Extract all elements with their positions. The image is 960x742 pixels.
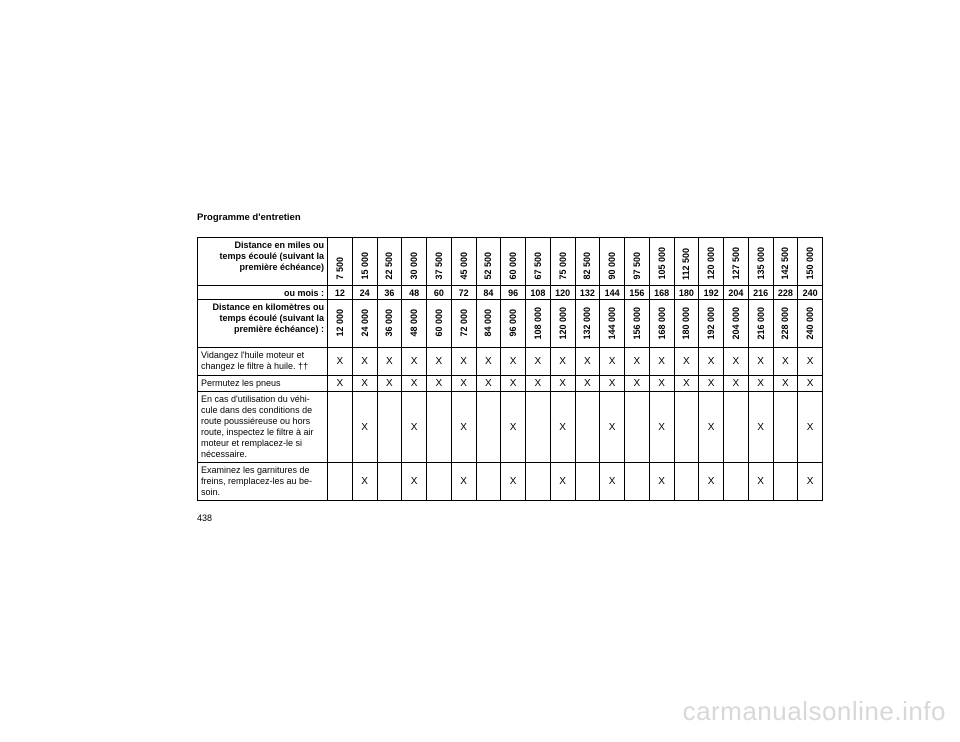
km-label-line: temps écoulé (suivant la [219, 313, 324, 323]
maintenance-schedule-table [197, 237, 823, 501]
km-interval-value: 96 000 [508, 309, 519, 337]
miles-interval-cell [427, 238, 452, 286]
months-interval-cell: 108 [526, 286, 551, 300]
km-interval-value: 60 000 [433, 309, 444, 337]
schedule-mark-cell: X [649, 392, 674, 463]
miles-interval-cell [600, 238, 625, 286]
miles-interval-value: 105 000 [656, 247, 667, 280]
schedule-mark-cell: X [427, 348, 452, 376]
schedule-mark-cell [674, 392, 699, 463]
schedule-mark-cell: X [773, 348, 798, 376]
km-interval-value: 168 000 [656, 306, 667, 340]
task-label-line: nécessaire. [201, 449, 248, 459]
months-interval-cell: 168 [649, 286, 674, 300]
miles-interval-value: 52 500 [483, 252, 494, 280]
schedule-mark-cell: X [575, 348, 600, 376]
miles-interval-value: 142 500 [780, 247, 791, 280]
miles-interval-value: 7 500 [334, 257, 345, 280]
schedule-mark-cell: X [402, 348, 427, 376]
km-interval-cell [377, 300, 402, 348]
schedule-mark-cell: X [352, 392, 377, 463]
miles-interval-value: 127 500 [730, 247, 741, 280]
schedule-mark-cell: X [402, 376, 427, 392]
schedule-mark-cell: X [649, 376, 674, 392]
miles-interval-value: 120 000 [706, 247, 717, 280]
miles-interval-value: 60 000 [508, 252, 519, 280]
task-label [198, 392, 328, 463]
km-interval-cell [798, 300, 823, 348]
page-number: 438 [197, 513, 213, 523]
miles-interval-cell [328, 238, 353, 286]
schedule-mark-cell: X [600, 376, 625, 392]
schedule-mark-cell: X [798, 463, 823, 501]
schedule-mark-cell [575, 463, 600, 501]
miles-interval-value: 90 000 [607, 252, 618, 280]
months-interval-cell: 144 [600, 286, 625, 300]
schedule-mark-cell: X [476, 348, 501, 376]
schedule-mark-cell: X [550, 392, 575, 463]
miles-interval-value: 30 000 [409, 252, 420, 280]
schedule-mark-cell: X [451, 463, 476, 501]
miles-interval-cell [352, 238, 377, 286]
schedule-mark-cell: X [724, 348, 749, 376]
miles-interval-cell [625, 238, 650, 286]
schedule-mark-cell [377, 392, 402, 463]
schedule-mark-cell [427, 392, 452, 463]
months-interval-cell: 96 [501, 286, 526, 300]
miles-interval-value: 67 500 [532, 252, 543, 280]
schedule-mark-cell: X [352, 376, 377, 392]
schedule-mark-cell [526, 392, 551, 463]
schedule-mark-cell: X [501, 463, 526, 501]
task-label [198, 376, 328, 392]
task-label-line: Vidangez l'huile moteur et [201, 350, 305, 360]
schedule-mark-cell: X [798, 392, 823, 463]
miles-interval-value: 15 000 [359, 252, 370, 280]
km-header-row [198, 300, 823, 348]
schedule-mark-cell [773, 463, 798, 501]
km-label-line: Distance en kilomètres ou [212, 302, 324, 312]
task-label-line: route, inspectez le filtre à air [201, 427, 314, 437]
km-interval-value: 192 000 [706, 306, 717, 340]
miles-interval-cell [773, 238, 798, 286]
miles-interval-value: 45 000 [458, 252, 469, 280]
schedule-mark-cell [476, 392, 501, 463]
km-interval-value: 72 000 [458, 309, 469, 337]
km-interval-cell [352, 300, 377, 348]
schedule-mark-cell [625, 463, 650, 501]
schedule-mark-cell [625, 392, 650, 463]
months-header-label: ou mois : [198, 286, 328, 300]
km-interval-cell [625, 300, 650, 348]
task-label-line: soin. [201, 487, 221, 497]
schedule-mark-cell: X [501, 392, 526, 463]
km-interval-cell [526, 300, 551, 348]
miles-interval-cell [451, 238, 476, 286]
km-interval-value: 48 000 [409, 309, 420, 337]
task-label-line: En cas d'utilisation du véhi- [201, 394, 310, 404]
schedule-mark-cell: X [674, 376, 699, 392]
schedule-mark-cell: X [625, 348, 650, 376]
miles-interval-value: 75 000 [557, 252, 568, 280]
schedule-mark-cell: X [625, 376, 650, 392]
schedule-mark-cell: X [748, 463, 773, 501]
schedule-mark-cell: X [501, 376, 526, 392]
watermark: carmanualsonline.info [682, 696, 946, 726]
months-interval-cell: 132 [575, 286, 600, 300]
task-label-line: moteur et remplacez-le si [201, 438, 303, 448]
schedule-mark-cell: X [550, 348, 575, 376]
months-interval-cell: 240 [798, 286, 823, 300]
miles-label-line: temps écoulé (suivant la [219, 251, 324, 261]
schedule-mark-cell: X [377, 348, 402, 376]
km-interval-cell [600, 300, 625, 348]
schedule-mark-cell [427, 463, 452, 501]
km-label-line: première échéance) : [233, 324, 324, 334]
schedule-mark-cell [526, 463, 551, 501]
task-label [198, 463, 328, 501]
schedule-mark-cell: X [377, 376, 402, 392]
miles-label-line: Distance en miles ou [234, 240, 324, 250]
schedule-mark-cell: X [699, 392, 724, 463]
months-interval-cell: 204 [724, 286, 749, 300]
schedule-mark-cell: X [748, 376, 773, 392]
schedule-mark-cell: X [352, 348, 377, 376]
miles-interval-cell [377, 238, 402, 286]
task-row-brake-inspection [198, 463, 823, 501]
schedule-mark-cell: X [600, 392, 625, 463]
section-title: Programme d'entretien [197, 212, 301, 223]
km-interval-cell [674, 300, 699, 348]
months-interval-cell: 84 [476, 286, 501, 300]
km-interval-cell [501, 300, 526, 348]
miles-interval-value: 150 000 [805, 247, 816, 280]
schedule-mark-cell: X [699, 376, 724, 392]
months-interval-cell: 36 [377, 286, 402, 300]
miles-interval-cell [526, 238, 551, 286]
task-row-oil-change [198, 348, 823, 376]
km-interval-cell [427, 300, 452, 348]
schedule-mark-cell: X [550, 376, 575, 392]
schedule-mark-cell: X [798, 348, 823, 376]
schedule-mark-cell: X [649, 348, 674, 376]
months-interval-cell: 72 [451, 286, 476, 300]
schedule-mark-cell: X [402, 392, 427, 463]
schedule-mark-cell [476, 463, 501, 501]
schedule-mark-cell: X [649, 463, 674, 501]
schedule-mark-cell [773, 392, 798, 463]
km-interval-value: 204 000 [730, 306, 741, 340]
miles-interval-value: 22 500 [384, 252, 395, 280]
schedule-mark-cell [724, 463, 749, 501]
months-header-row [198, 286, 823, 300]
schedule-mark-cell: X [550, 463, 575, 501]
schedule-mark-cell: X [699, 463, 724, 501]
km-interval-value: 108 000 [532, 306, 543, 340]
months-interval-cell: 60 [427, 286, 452, 300]
km-interval-value: 144 000 [607, 306, 618, 340]
months-interval-cell: 192 [699, 286, 724, 300]
task-row-tire-rotation [198, 376, 823, 392]
km-interval-value: 12 000 [334, 309, 345, 337]
schedule-mark-cell: X [328, 376, 353, 392]
km-interval-value: 24 000 [359, 309, 370, 337]
miles-interval-cell [476, 238, 501, 286]
task-label-line: Permutez les pneus [201, 378, 281, 388]
km-interval-cell [476, 300, 501, 348]
schedule-mark-cell [674, 463, 699, 501]
schedule-mark-cell: X [451, 348, 476, 376]
miles-interval-value: 135 000 [755, 247, 766, 280]
months-interval-cell: 156 [625, 286, 650, 300]
km-interval-value: 240 000 [805, 306, 816, 340]
miles-header-label [198, 238, 328, 286]
schedule-mark-cell: X [451, 392, 476, 463]
months-interval-cell: 120 [550, 286, 575, 300]
km-interval-cell [724, 300, 749, 348]
schedule-mark-cell: X [352, 463, 377, 501]
miles-interval-value: 112 500 [681, 247, 692, 280]
schedule-mark-cell: X [427, 376, 452, 392]
schedule-mark-cell: X [501, 348, 526, 376]
schedule-mark-cell: X [476, 376, 501, 392]
months-interval-cell: 48 [402, 286, 427, 300]
task-label-line: freins, remplacez-les au be- [201, 476, 313, 486]
schedule-mark-cell: X [526, 376, 551, 392]
schedule-mark-cell: X [748, 348, 773, 376]
task-label-line: cule dans des conditions de [201, 405, 313, 415]
miles-label-line: première échéance) [239, 262, 324, 272]
km-interval-value: 120 000 [557, 306, 568, 340]
miles-interval-cell [674, 238, 699, 286]
miles-interval-cell [748, 238, 773, 286]
task-label [198, 348, 328, 376]
schedule-mark-cell: X [798, 376, 823, 392]
miles-interval-value: 37 500 [433, 252, 444, 280]
task-label-line: route poussiéreuse ou hors [201, 416, 311, 426]
schedule-mark-cell: X [328, 348, 353, 376]
miles-interval-cell [550, 238, 575, 286]
schedule-mark-cell [724, 392, 749, 463]
months-interval-cell: 24 [352, 286, 377, 300]
task-row-air-filter [198, 392, 823, 463]
miles-interval-value: 97 500 [631, 252, 642, 280]
km-interval-cell [550, 300, 575, 348]
schedule-mark-cell: X [575, 376, 600, 392]
schedule-mark-cell: X [600, 463, 625, 501]
km-interval-cell [575, 300, 600, 348]
schedule-mark-cell: X [773, 376, 798, 392]
months-interval-cell: 12 [328, 286, 353, 300]
km-interval-value: 132 000 [582, 306, 593, 340]
miles-interval-cell [501, 238, 526, 286]
schedule-mark-cell [328, 392, 353, 463]
miles-interval-cell [402, 238, 427, 286]
schedule-mark-cell: X [748, 392, 773, 463]
schedule-mark-cell [377, 463, 402, 501]
task-label-line: changez le filtre à huile. †† [201, 361, 309, 371]
schedule-mark-cell: X [451, 376, 476, 392]
months-interval-cell: 180 [674, 286, 699, 300]
km-interval-cell [773, 300, 798, 348]
schedule-mark-cell [575, 392, 600, 463]
miles-interval-cell [724, 238, 749, 286]
miles-interval-value: 82 500 [582, 252, 593, 280]
schedule-mark-cell: X [402, 463, 427, 501]
km-interval-cell [328, 300, 353, 348]
task-label-line: Examinez les garnitures de [201, 465, 310, 475]
km-interval-cell [402, 300, 427, 348]
km-interval-value: 180 000 [681, 306, 692, 340]
schedule-mark-cell [328, 463, 353, 501]
km-interval-value: 216 000 [755, 306, 766, 340]
km-interval-value: 36 000 [384, 309, 395, 337]
schedule-mark-cell: X [526, 348, 551, 376]
km-interval-value: 84 000 [483, 309, 494, 337]
months-interval-cell: 228 [773, 286, 798, 300]
miles-interval-cell [575, 238, 600, 286]
km-interval-value: 228 000 [780, 306, 791, 340]
schedule-mark-cell: X [600, 348, 625, 376]
miles-header-row [198, 238, 823, 286]
schedule-mark-cell: X [674, 348, 699, 376]
miles-interval-cell [699, 238, 724, 286]
km-interval-cell [649, 300, 674, 348]
schedule-mark-cell: X [724, 376, 749, 392]
miles-interval-cell [798, 238, 823, 286]
schedule-mark-cell: X [699, 348, 724, 376]
km-header-label [198, 300, 328, 348]
km-interval-value: 156 000 [631, 306, 642, 340]
km-interval-cell [748, 300, 773, 348]
miles-interval-cell [649, 238, 674, 286]
km-interval-cell [699, 300, 724, 348]
km-interval-cell [451, 300, 476, 348]
months-interval-cell: 216 [748, 286, 773, 300]
